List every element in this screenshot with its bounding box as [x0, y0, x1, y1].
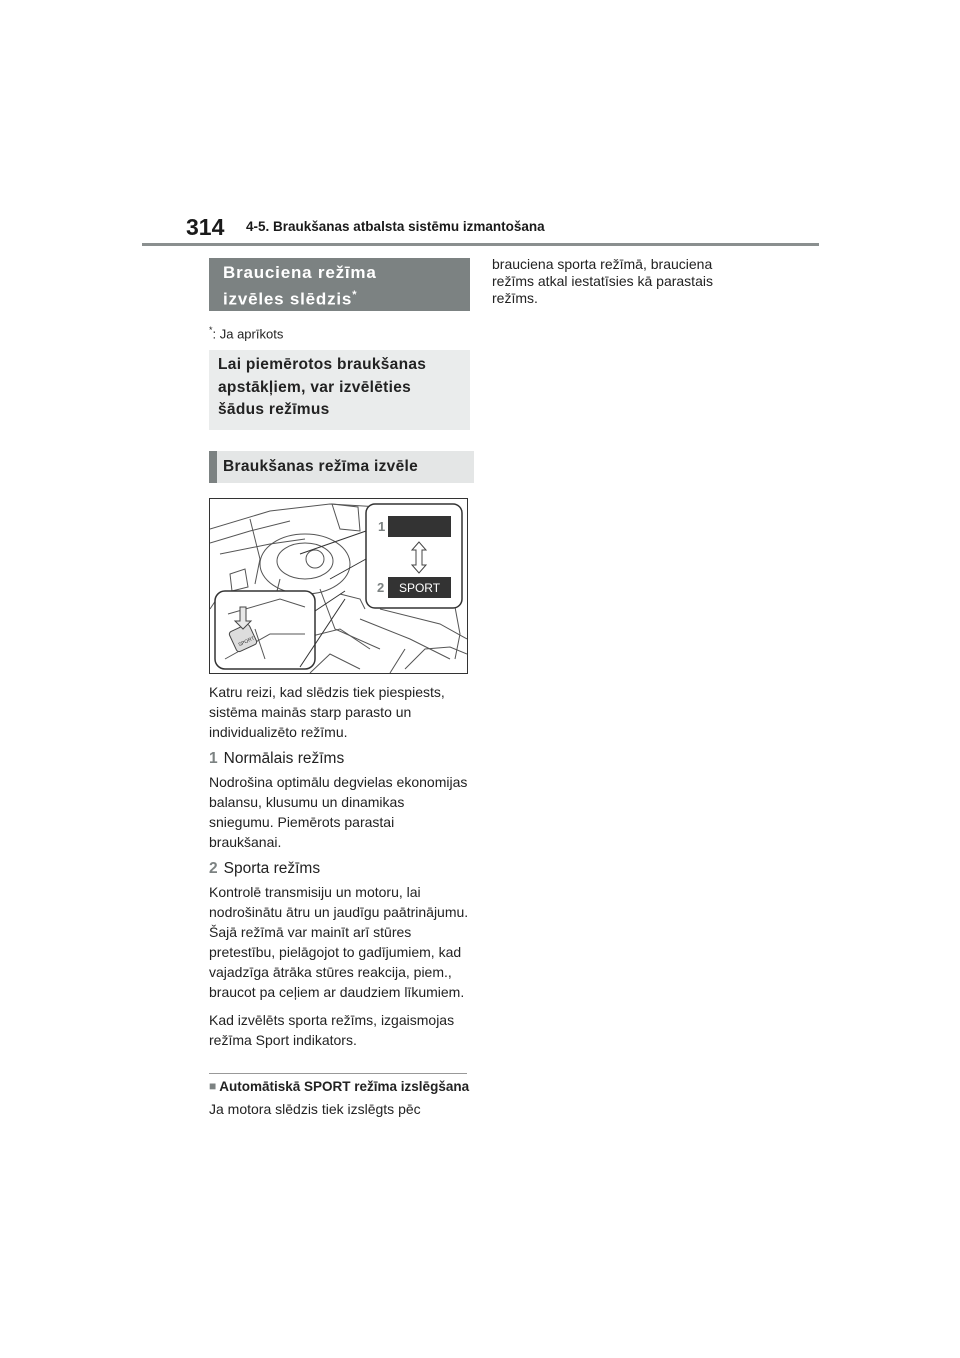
paragraph-engine-switch: Ja motora slēdzis tiek izslēgts pēc [209, 1100, 421, 1117]
item-2-body: Kontrolē transmisiju un motoru, lai nodrošinātu ātru un jaudīgu paātrinājumu. Šajā režīmā var mainīt arī stūres pretestību, pielāgojot to gadījumiem, kad vajadzīga ātrāka stūres reakcija, piem., braucot pa ceļiem ar daudziem līkumiem. [209, 883, 469, 1000]
left-column [209, 258, 470, 1119]
item-1-number: 1 [209, 749, 218, 767]
callout-number-2: 2 [377, 579, 385, 595]
auto-sport-off-heading [209, 1079, 470, 1094]
footnote-asterisk: * [209, 325, 213, 335]
footnote-text: : Ja aprīkots [212, 326, 284, 342]
item-1-title: Normālais režīms [223, 749, 345, 767]
square-bullet-icon: ■ [209, 1078, 217, 1093]
section-title: 4-5. Braukšanas atbalsta sistēmu izmantošana [246, 219, 545, 234]
item-2-title: Sporta režīms [223, 859, 321, 877]
main-heading [209, 258, 470, 311]
section-divider [209, 1073, 467, 1074]
item-sport-mode [209, 859, 470, 879]
main-heading-line1: Brauciena režīma [223, 263, 377, 282]
callout-number-1: 1 [378, 518, 386, 534]
item-normal-mode [209, 749, 470, 769]
console-sport-label: SPORT [237, 635, 256, 649]
paragraph-sport-indicator: Kad izvēlēts sporta režīms, izgaismojas režīma Sport indikators. [209, 1011, 455, 1048]
paragraph-toggle: Katru reizi, kad slēdzis tiek piespiests, sistēma mainās starp parasto un individualizēto režīmu. [209, 683, 445, 740]
main-heading-line2: izvēles slēdzis [223, 289, 353, 309]
page-number: 314 [186, 214, 225, 240]
item-2-number: 2 [209, 859, 218, 877]
auto-sport-off-title: Automātiskā SPORT režīma izslēgšana [219, 1078, 470, 1094]
main-heading-line2-wrap [223, 284, 456, 311]
right-column: brauciena sporta režīmā, brauciena režīms atkal iestatīsies kā parastais režīms. [492, 256, 713, 306]
intro-box: Lai piemērotos braukšanas apstākļiem, var izvēlēties šādus režīmus [209, 350, 470, 430]
main-heading-asterisk: * [352, 289, 358, 301]
dashboard-illustration [210, 499, 467, 673]
header-rule [142, 243, 819, 246]
footnote [209, 325, 470, 341]
sport-button-label: SPORT [398, 580, 441, 595]
dashboard-figure [209, 498, 468, 674]
normal-mode-button [388, 516, 451, 537]
sub-heading: Braukšanas režīma izvēle [209, 451, 474, 483]
item-1-body: Nodrošina optimālu degvielas ekonomijas balansu, klusumu un dinamikas sniegumu. Piemērots parastai braukšanai. [209, 773, 468, 850]
